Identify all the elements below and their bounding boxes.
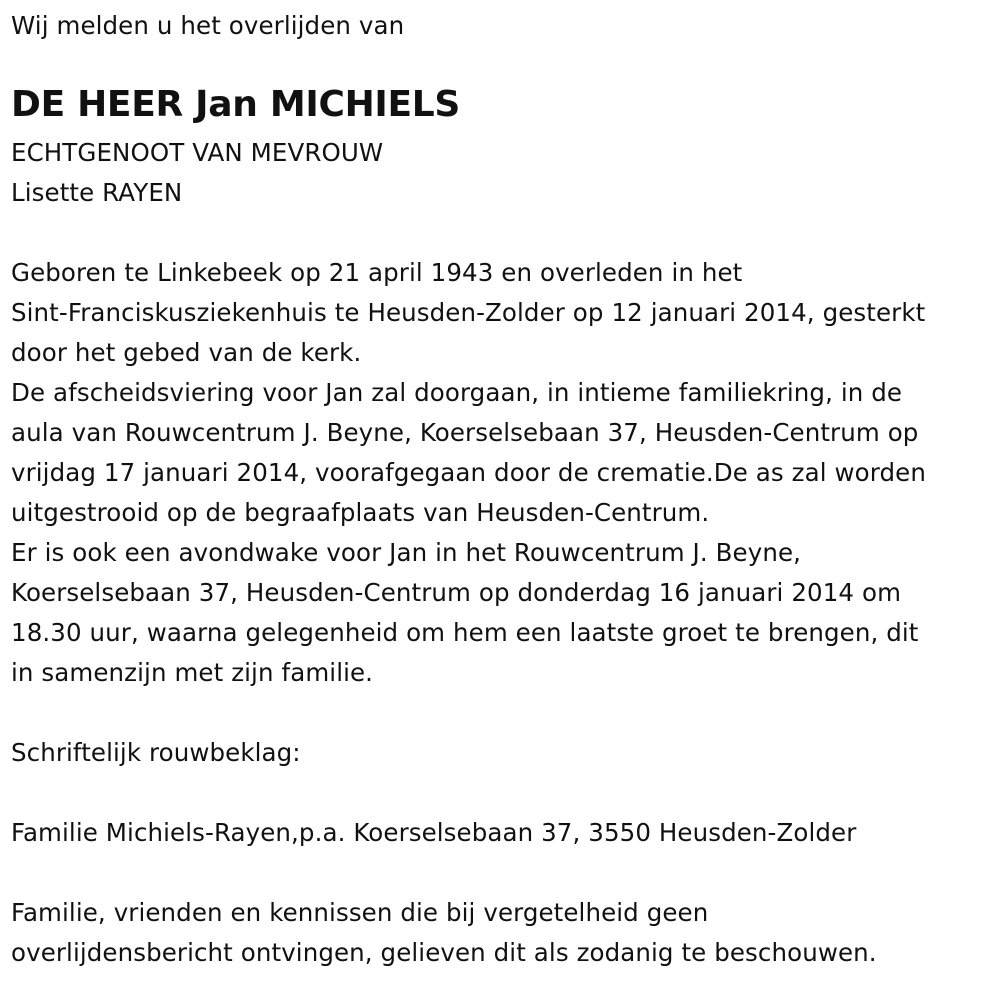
closing-line: overlijdensbericht ontvingen, gelieven dit als zodanig te beschouwen. xyxy=(11,938,877,967)
body-line: Sint-Franciskusziekenhuis te Heusden-Zolder op 12 januari 2014, gesterkt xyxy=(11,298,926,327)
intro-text: Wij melden u het overlijden van xyxy=(11,11,405,40)
body-line: in samenzijn met zijn familie. xyxy=(11,658,374,687)
body-line: Koerselsebaan 37, Heusden-Centrum op donderdag 16 januari 2014 om xyxy=(11,578,902,607)
notice-body xyxy=(11,253,926,693)
condolence-address: Familie Michiels-Rayen,p.a. Koerselsebaan 37, 3550 Heusden-Zolder xyxy=(11,818,857,847)
body-line: vrijdag 17 januari 2014, voorafgegaan door de crematie.De as zal worden xyxy=(11,458,926,487)
spouse-name: Lisette RAYEN xyxy=(11,178,183,207)
body-line: 18.30 uur, waarna gelegenheid om hem een laatste groet te brengen, dit xyxy=(11,618,919,647)
body-line: aula van Rouwcentrum J. Beyne, Koerselsebaan 37, Heusden-Centrum op xyxy=(11,418,919,447)
spouse-block xyxy=(11,133,383,213)
body-line: Geboren te Linkebeek op 21 april 1943 en overleden in het xyxy=(11,258,743,287)
closing-line: Familie, vrienden en kennissen die bij vergetelheid geen xyxy=(11,898,709,927)
body-line: Er is ook een avondwake voor Jan in het Rouwcentrum J. Beyne, xyxy=(11,538,802,567)
spouse-title: ECHTGENOOT VAN MEVROUW xyxy=(11,138,384,167)
condolence-label: Schriftelijk rouwbeklag: xyxy=(11,738,301,767)
closing-note xyxy=(11,893,877,973)
body-line: uitgestrooid op de begraafplaats van Heusden-Centrum. xyxy=(11,498,710,527)
body-line: De afscheidsviering voor Jan zal doorgaan, in intieme familiekring, in de xyxy=(11,378,903,407)
body-line: door het gebed van de kerk. xyxy=(11,338,362,367)
deceased-name: DE HEER Jan MICHIELS xyxy=(11,84,461,125)
